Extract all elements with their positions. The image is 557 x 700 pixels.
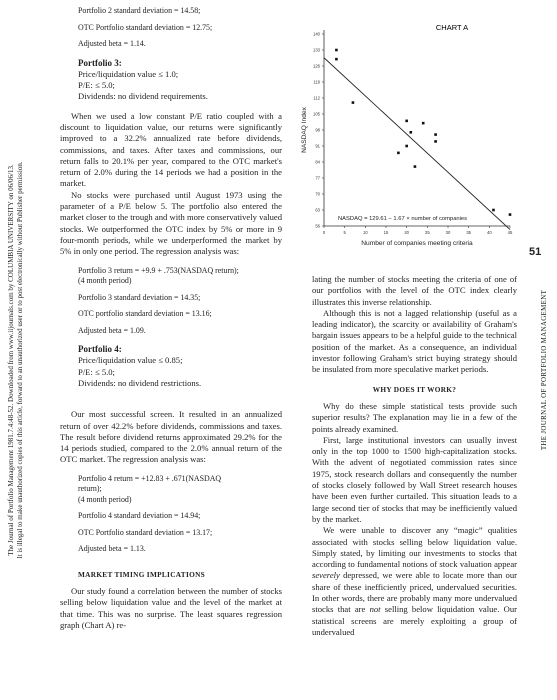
data-point	[492, 209, 495, 212]
paragraph-p3-timing: No stocks were purchased until August 1973 using the parameter of a P/E below 5. The portfolio also entered the market closer to the trough and with more conservatively valued stocks. We outperformed the OTC index by 5% or more in 9 four-month periods, while we underperformed the market by 5% in only one period. The regression analysis was:	[60, 189, 282, 257]
paragraph-institutional: First, large institutional investors can usually invest only in the top 1000 to 1500 high-capitalization stocks. With the advent of negotiated commission rates since 1975, stock research dollars and consequently the number of stocks closely followed by Wall Street research houses have been even further curtailed. This situation leads to a large second tier of stocks that may be inefficiently valued by the market.	[312, 434, 517, 524]
section-heading-market-timing: MARKET TIMING IMPLICATIONS	[78, 569, 205, 579]
x-tick-label: 25	[424, 230, 430, 235]
p3-std: Portfolio 3 standard deviation = 14.35;	[78, 292, 201, 302]
data-point	[335, 58, 338, 61]
x-tick-label: 5	[343, 230, 346, 235]
otc-std-a: OTC Portfolio standard deviation = 12.75;	[78, 22, 213, 32]
y-tick-label: 84	[315, 159, 320, 165]
y-tick-label: 91	[315, 143, 320, 149]
magic-text-a: We were unable to discover any “magic” qualities associated with stocks selling below liquidation value. Simply stated, by limiting our investments to stocks that according to fundamental notions of stock valuation appear	[312, 525, 517, 570]
data-point	[335, 49, 338, 52]
adj-beta-c: Adjusted beta = 1.13.	[78, 544, 146, 554]
x-tick-label: 0	[322, 230, 326, 235]
x-tick-label: 40	[486, 230, 492, 235]
paragraph-why-question: Why do these simple statistical tests provide such superior results? The explanation may lie in a few of the points already examined.	[312, 400, 517, 434]
p2-std: Portfolio 2 standard deviation = 14.58;	[78, 6, 201, 15]
adj-beta-b: Adjusted beta = 1.09.	[78, 325, 146, 335]
left-column	[60, 6, 282, 631]
data-point	[410, 131, 413, 134]
copyright-sidebar	[2, 40, 30, 680]
x-tick-label: 45	[507, 230, 513, 235]
regression-4-line-3: (4 month period)	[78, 494, 132, 504]
data-point	[422, 122, 425, 125]
x-tick-label: 15	[383, 230, 389, 235]
regression-equation: NASDAQ = 129.61 − 1.67 × number of companies	[338, 216, 468, 222]
p4-criterion-2: P/E: ≤ 5.0;	[78, 366, 115, 377]
chart-title: CHART A	[435, 23, 469, 32]
y-tick-label: 77	[315, 175, 320, 181]
copyright-line-1: The Journal of Portfolio Management 1981.7.4:48-52. Downloaded from www.iijournals.com by COLUMBIA UNIVERSITY on 06/06/13.	[7, 164, 15, 556]
y-axis-label: NASDAQ Index	[301, 107, 308, 153]
x-axis-label: Number of companies meeting criteria	[361, 240, 473, 247]
x-tick-label: 10	[362, 230, 368, 235]
p3-criterion-1: Price/liquidation value ≤ 1.0;	[78, 68, 179, 79]
y-tick-label: 140	[313, 31, 320, 37]
regression-4-line-2: return);	[78, 484, 102, 494]
otc-std-b: OTC portfolio standard deviation = 13.16;	[78, 309, 212, 319]
p3-criterion-3: Dividends: no dividend requirements.	[78, 91, 208, 102]
data-point	[405, 145, 408, 148]
paragraph-magic-qualities	[312, 525, 517, 638]
y-tick-label: 119	[313, 79, 320, 85]
paragraph-leading-indicator: Although this is not a lagged relationship (useful as a leading indicator), the scarcity or availability of Graham's bargain issues appears to be a helpful guide to the technical position of the market. As a consequence, an individual investor following Graham's strict buying strategy should be insulated from more speculative market periods.	[312, 307, 517, 375]
regression-4-line-1: Portfolio 4 return = +12.83 + .671(NASDAQ	[78, 473, 222, 483]
magic-text-b: depressed, we were able to locate more than our share of these inefficiently priced, undervalued securities. In other words, there are probably many more undervalued stocks that are	[312, 570, 517, 615]
chart-a-svg	[292, 18, 524, 264]
y-tick-label: 56	[315, 223, 320, 229]
data-point	[434, 140, 437, 143]
paragraph-p4-results: Our most successful screen. It resulted in an annualized return of over 42.2% before dividends, commissions and taxes. The result before dividend returns approximated 29.2% for the 14 periods studied, compared to the 2.0% annual return of the OTC market. The regression analysis was:	[60, 409, 282, 465]
paragraph-chart-relation: lating the number of stocks meeting the criteria of one of our portfolios with the level of the OTC index clearly illustrates this inverse relationship.	[312, 274, 517, 307]
magic-text-c: selling below liquidation value. Our statistical screens are merely exploiting a group of undervalued	[312, 604, 517, 637]
data-point	[397, 152, 400, 155]
chart-a	[292, 18, 524, 264]
y-tick-label: 105	[313, 111, 320, 117]
regression-line	[324, 58, 510, 230]
data-point	[352, 101, 355, 104]
p4-criterion-3: Dividends: no dividend restrictions.	[78, 377, 202, 388]
journal-name-vertical	[534, 270, 554, 470]
emphasis-not: not	[369, 604, 381, 615]
portfolio-4-heading: Portfolio 4:	[78, 344, 122, 355]
x-tick-label: 35	[466, 230, 472, 235]
portfolio-3-heading: Portfolio 3:	[78, 57, 122, 68]
section-heading-why-work: WHY DOES IT WORK?	[372, 384, 457, 394]
right-column	[312, 274, 517, 638]
data-point	[509, 213, 512, 216]
y-tick-label: 70	[315, 191, 320, 197]
p4-criterion-1: Price/liquidation value ≤ 0.85;	[78, 355, 183, 366]
data-point	[405, 120, 408, 123]
y-tick-label: 98	[315, 127, 320, 133]
y-tick-label: 126	[313, 63, 320, 69]
paragraph-market-timing: Our study found a correlation between the number of stocks selling below liquidation value and the level of the market at that time. This was no surprise. The least squares regression graph (Chart A) re-	[60, 586, 282, 630]
page-number: 51	[529, 246, 542, 258]
x-tick-label: 20	[404, 230, 410, 235]
p3-criterion-2: P/E: ≤ 5.0;	[78, 80, 115, 91]
y-tick-label: 63	[315, 207, 320, 213]
paragraph-p3-results: When we used a low constant P/E ratio coupled with a discount to liquidation value, our returns were significantly improved to a 32.2% annualized rate before dividends, commissions, and taxes. After taxes and commissions, our return falls to 20.1% per year, compared to the OTC market's return of 2.0% during the 14 periods we had a position in the market.	[60, 110, 282, 189]
regression-3-line-2: (4 month period)	[78, 276, 132, 286]
p4-std: Portfolio 4 standard deviation = 14.94;	[78, 511, 201, 521]
regression-3-line-1: Portfolio 3 return = +9.9 + .753(NASDAQ return);	[78, 265, 239, 275]
adj-beta-a: Adjusted beta = 1.14.	[78, 39, 146, 48]
emphasis-severely: severely	[312, 570, 340, 581]
y-tick-label: 133	[313, 47, 320, 53]
data-point	[434, 133, 437, 136]
otc-std-c: OTC Portfolio standard deviation = 13.17;	[78, 527, 213, 537]
data-point	[414, 165, 417, 168]
journal-name: THE JOURNAL OF PORTFOLIO MANAGEMENT	[540, 289, 548, 451]
copyright-line-2: It is illegal to make unauthorized copies of this article, forward to an unauthorized user or to post electronically without Publisher permission.	[16, 161, 24, 559]
x-tick-label: 30	[445, 230, 451, 235]
y-tick-label: 112	[313, 95, 320, 101]
